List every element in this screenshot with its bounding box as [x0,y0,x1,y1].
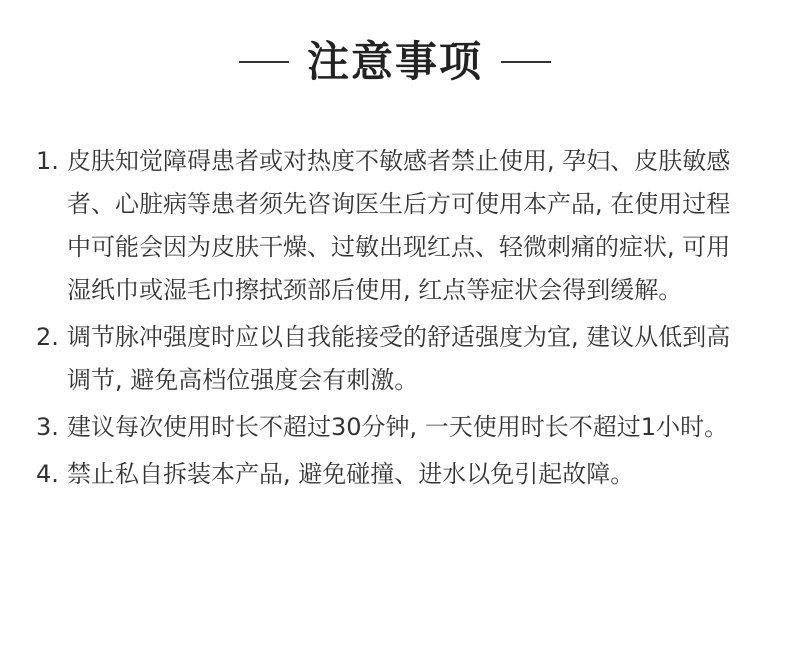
note-number: 4. [36,460,59,488]
note-item-1 [0,140,737,312]
note-text: 皮肤知觉障碍患者或对热度不敏感者禁止使用, 孕妇、皮肤敏感者、心脏病等患者须先咨询医生后方可使用本产品, 在使用过程中可能会因为皮肤干燥、过敏出现红点、轻微刺痛的症状, 可用湿纸巾或湿毛巾擦拭颈部后使用, 红点等症状会得到缓解。 [67,147,731,304]
note-text: 建议每次使用时长不超过30分钟, 一天使用时长不超过1小时。 [67,413,729,441]
header-right-rule [501,61,551,63]
note-item-3 [0,406,737,449]
page-title: 注意事项 [306,37,483,86]
note-number: 2. [36,323,59,351]
header-left-rule [239,61,289,63]
note-item-2 [0,316,737,402]
page-header [0,30,790,94]
note-text: 调节脉冲强度时应以自我能接受的舒适强度为宜, 建议从低到高调节, 避免高档位强度会有刺激。 [67,323,731,394]
note-number: 1. [36,147,59,175]
notes-list [0,140,790,500]
note-item-4 [0,453,737,496]
note-number: 3. [36,413,59,441]
note-text: 禁止私自拆装本产品, 避免碰撞、进水以免引起故障。 [67,460,635,488]
